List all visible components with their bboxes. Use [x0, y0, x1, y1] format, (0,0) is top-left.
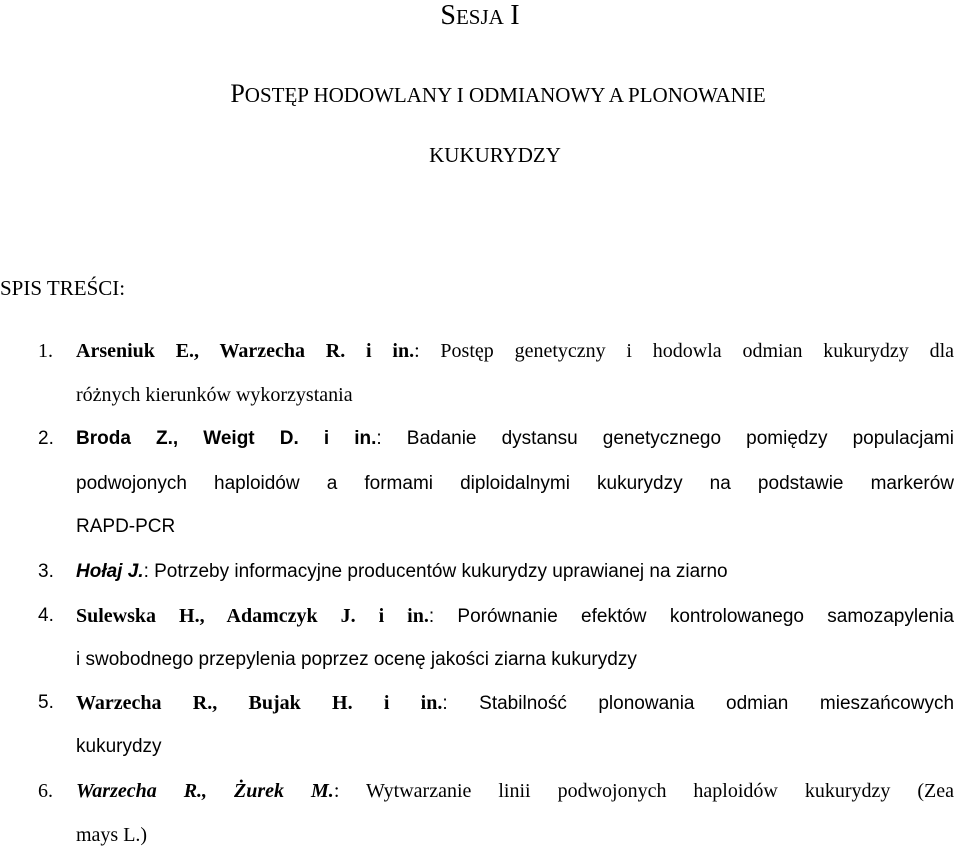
toc-line	[76, 780, 954, 803]
toc-number: 6.	[38, 780, 53, 802]
toc-title-cont: RAPD-PCR	[76, 516, 176, 537]
toc-heading: SPIS TREŚCI:	[0, 276, 126, 300]
toc-title-cont: kukurydzy	[76, 736, 162, 757]
title-line-1	[0, 78, 960, 111]
toc-title-cont: mays L.)	[76, 824, 148, 846]
toc-title: : Porównanie efektów kontrolowanego samozapylenia	[428, 606, 954, 627]
toc-line	[76, 561, 728, 583]
toc-authors: Arseniuk E., Warzecha R. i in.	[76, 340, 415, 362]
toc-title: : Stabilność plonowania odmian mieszańcowych	[442, 693, 955, 714]
toc-authors: Broda Z., Weigt D. i in.	[76, 428, 377, 449]
title-text: OSTĘP HODOWLANY I ODMIANOWY A PLONOWANIE	[244, 83, 766, 107]
toc-number: 4.	[38, 605, 54, 626]
toc-title: : Postęp genetyczny i hodowla odmian kukurydzy dla	[414, 340, 955, 362]
session-initial: S	[440, 0, 456, 31]
session-numeral: I	[510, 0, 520, 31]
toc-line	[76, 428, 954, 450]
toc-title: : Badanie dystansu genetycznego pomiędzy populacjami	[376, 428, 954, 449]
toc-line	[76, 340, 954, 363]
title-line-2: KUKURYDZY	[429, 143, 561, 167]
toc-authors: Warzecha R., Bujak H. i in.	[76, 692, 443, 714]
session-word: ESJA	[455, 5, 504, 29]
toc-line	[76, 692, 954, 715]
toc-title: : Potrzeby informacyjne producentów kukurydzy uprawianej na ziarno	[143, 561, 728, 582]
toc-title-cont: różnych kierunków wykorzystania	[76, 384, 353, 406]
toc-number: 1.	[38, 340, 53, 362]
toc-authors: Hołaj J.	[76, 561, 144, 582]
toc-authors: Warzecha R., Żurek M.	[76, 780, 334, 802]
toc-title-cont: podwojonych haploidów a formami diploidalnymi kukurydzy na podstawie markerów	[76, 473, 954, 494]
toc-number: 2.	[38, 428, 54, 449]
toc-title: : Wytwarzanie linii podwojonych haploidów kukurydzy (Zea	[333, 780, 954, 802]
toc-title-cont: i swobodnego przepylenia poprzez ocenę jakości ziarna kukurydzy	[76, 649, 637, 670]
toc-number: 3.	[38, 561, 54, 582]
toc-line	[76, 605, 954, 628]
session-heading	[0, 0, 960, 33]
toc-authors: Sulewska H., Adamczyk J. i in.	[76, 605, 429, 627]
title-initial: P	[230, 79, 245, 108]
toc-number: 5.	[38, 692, 54, 713]
